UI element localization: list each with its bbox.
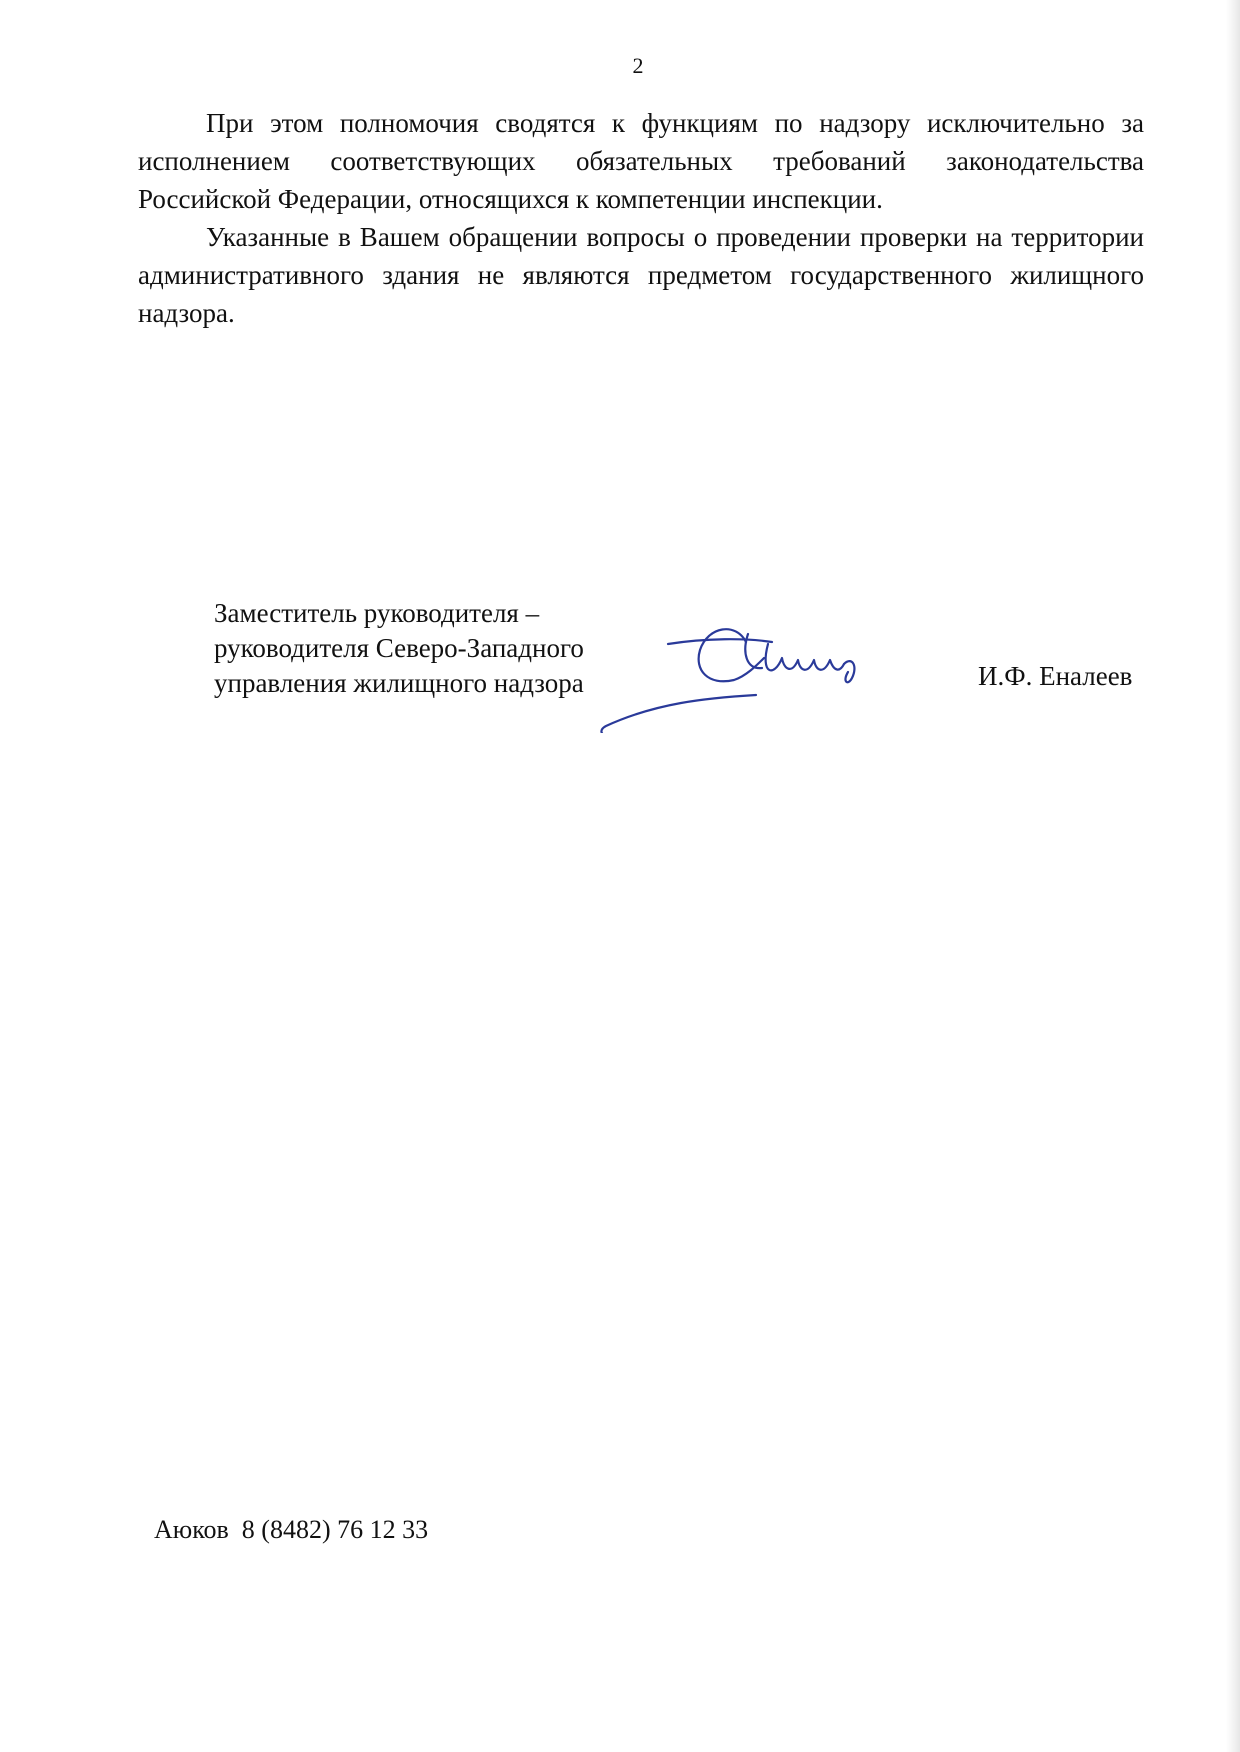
signer-position-line: Заместитель руководителя –	[214, 598, 540, 628]
letter-body	[138, 104, 1144, 332]
signer-position-line: управления жилищного надзора	[214, 668, 584, 698]
paragraph: Указанные в Вашем обращении вопросы о проведении проверки на территории административного здания не являются предметом государственного жилищного надзора.	[138, 222, 1144, 328]
page-number: 2	[632, 53, 644, 78]
paragraph: При этом полномочия сводятся к функциям по надзору исключительно за исполнением соответствующих обязательных требований законодательства Российской Федерации, относящихся к компетенции инспекции.	[138, 108, 1144, 214]
signer-position	[214, 596, 584, 701]
signer-name: И.Ф. Еналеев	[978, 661, 1133, 691]
scan-page-edge	[1226, 0, 1240, 1752]
contact-line: Аюков 8 (8482) 76 12 33	[154, 1515, 429, 1544]
handwritten-signature	[596, 608, 936, 733]
signer-position-line: руководителя Северо-Западного	[214, 633, 584, 663]
